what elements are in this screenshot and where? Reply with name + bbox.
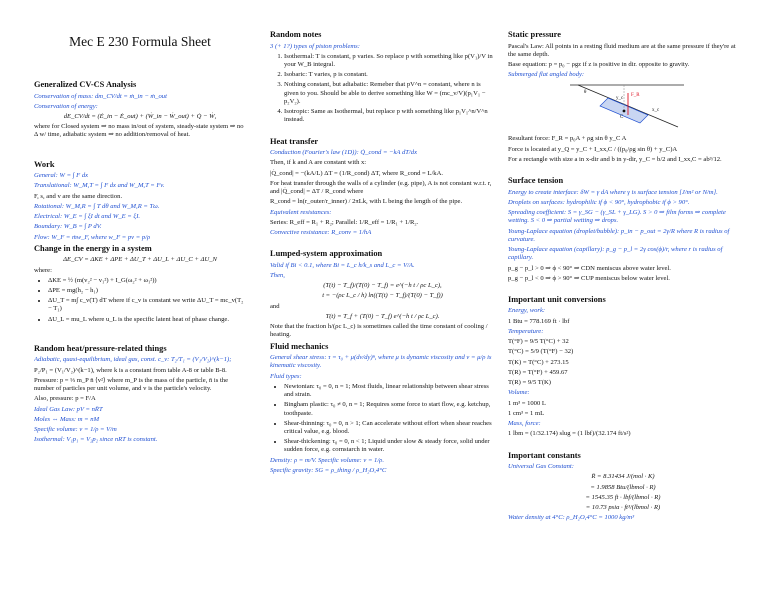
fluid-types-label: Fluid types: — [270, 372, 302, 380]
fig-label-xc: x_c — [652, 108, 660, 114]
fig-label-theta: θ — [584, 90, 587, 96]
cdn-meniscus: p_g − p_l > 0 ⇒ ϕ < 90° ⇒ CDN meniscus above water level. — [508, 264, 671, 272]
list-item: • Newtonian: τ₀ = 0, n = 1; Most fluids, linear relationship between shear stress and strain. — [284, 383, 495, 399]
submerged-body-svg — [568, 81, 686, 131]
page-title: Mec E 230 Formula Sheet — [69, 34, 211, 49]
gas-constant-value: R̄ = 8.31434 J/(mol · K) — [591, 473, 655, 481]
fig-label-fr: F_R — [631, 93, 640, 99]
pressure-force: Also, pressure: p = F/A — [34, 395, 96, 403]
list-item: • ΔPE = mg(h₂ − h₁) — [48, 287, 246, 295]
specific-volume: Specific volume: v = 1/ρ = V/m — [34, 426, 117, 434]
constants-heading: Important constants — [508, 450, 581, 460]
pascal-law-text: Pascal's Law: All points in a resting fluid medium are at the same pressure if they're at the same depth. — [508, 42, 736, 58]
work-rotational: Rotational: W_M,R = ∫ T dθ and W_M,R = Tω. — [34, 202, 160, 210]
submerged-body-diagram — [568, 81, 686, 131]
temp-conversion: T(R) = T(°F) + 459.67 — [508, 368, 568, 376]
young-laplace-capillary: Young-Laplace equation (capillary): p_g − p_l = 2γ cos(ϕ)/r, where r is radius of capillary. — [508, 246, 723, 262]
cylinder-note: For heat transfer through the walls of a cylinder (e.g. pipe), A is not constant w.r.t. r, and |Q̇_cond| = ΔT / R_cond where — [270, 179, 492, 196]
force-location: Force is located at y_Q = y_C + I_xx,C / ((p₀/ρg sin θ) + y_C)A — [508, 145, 678, 153]
mass-conversion: 1 lbm = (1/32.174) slug = (1 lbf)/(32.174 ft/s²) — [508, 430, 631, 438]
work-flow: Flow: W_F = ṁw_F, where w_F = pv = p/ρ — [34, 233, 151, 241]
density-line: Density: ρ = m/V. Specific volume: v = 1/ρ. — [270, 456, 384, 464]
temperature-label: Temperature: — [508, 327, 544, 335]
base-equation: Base equation: p = p₀ − ρgz if z is positive in dir. opposite to gravity. — [508, 60, 690, 68]
fig-label-c: C — [620, 115, 624, 121]
energy-work-label: Energy, work: — [508, 307, 546, 315]
shear-stress: General shear stress: τ = τ₀ + μ(dv/dy)ⁿ, where μ is dynamic viscosity and ν = μ/ρ is kinematic viscosity. — [270, 354, 492, 370]
work-boundary: Boundary: W_B = ∫ P dV. — [34, 223, 102, 231]
gas-constant-value: = 10.73 psia · ft³/(lbmol · R) — [585, 503, 661, 511]
energy-change-where: where: — [34, 266, 52, 274]
lumped-note: Note that the fraction h/(ρc L_c) is sometimes called the time constant of cooling / heating. — [270, 323, 488, 339]
temp-conversion: T(°C) = 5/9 (T(°F) − 32) — [508, 348, 574, 356]
gas-constant-value: = 1545.35 ft · lbf/(lbmol · R) — [585, 493, 661, 501]
list-item: • ΔKE = ½ (m(v₂² − v₁²) + I_G(ω₂² + ω₁²)) — [48, 277, 246, 285]
adiabatic-line-2: P₂/P₁ = (V₁/V₂)^(k−1), where k is a constant from table A-8 or table B-8. — [34, 366, 227, 374]
work-electrical: Electrical: W_E = ∫ ξI dt and W_E = ξI. — [34, 213, 141, 221]
list-item: • Shear-thinning: τ₀ = 0, n > 1; Can accelerate without effort when shear reaches critical value, e.g. blood. — [284, 420, 495, 436]
heat-transfer-heading: Heat transfer — [270, 136, 319, 146]
cvcs-note: where for Closed system ⇒ no mass in/out of system, steady-state system ⇒ no Δ w/ time, adiabatic system ⇒ no addition/removal of heat. — [34, 123, 244, 139]
surface-tension-heading: Surface tension — [508, 176, 564, 186]
lumped-eq-1: (T(t) − T_f)/(T(0) − T_f) = e^(−h t / ρc L_c), — [323, 282, 442, 290]
column-2 — [270, 30, 495, 586]
resultant-force: Resultant force: F_R = p₀A + ρg sin θ y_C A — [508, 135, 627, 143]
gas-constant-label: Universal Gas Constant: — [508, 463, 574, 471]
droplets-note: Droplets on surfaces: hydrophilic if ϕ < 90°, hydrophobic if ϕ > 90°. — [508, 198, 690, 206]
cvcs-heading: Generalized CV-CS Analysis — [34, 80, 137, 89]
mass-force-label: Mass, force: — [508, 420, 541, 428]
piston-subheading: 3 (+ 1?) types of piston problems: — [270, 42, 360, 50]
water-density: Water density at 4°C: ρ_H₂O,4°C = 1000 kg/m³ — [508, 514, 635, 522]
volume-label: Volume: — [508, 389, 530, 397]
volume-conversion: 1 cm³ = 1 mL — [508, 409, 545, 417]
lumped-valid: Valid if Bi < 0.1, where Bi = L_c h/k_s and L_c = V/A. — [270, 261, 415, 269]
lumped-heading: Lumped-system approximation — [270, 249, 383, 259]
energy-equation: dE_CV/dt = (Ė_in − Ė_out) + (Ẇ_in − Ẇ_out) + Q̇ − Ẇ, — [63, 112, 217, 120]
work-frv: F, s, and v are the same direction. — [34, 192, 123, 200]
r-cylinder: R_cond = ln(r_outer/r_inner) / 2πLk, with L being the length of the pipe. — [270, 198, 463, 206]
btu-conversion: 1 Btu = 778.169 ft · lbf — [508, 317, 570, 325]
convective-resistance: Convective resistance: R_conv = 1/hA — [270, 228, 372, 236]
random-heat-heading: Random heat/pressure-related things — [34, 343, 167, 353]
energy-change-heading: Change in the energy in a system — [34, 243, 152, 253]
rectangle-note: For a rectangle with size a in x-dir and b in y-dir, y_C = b/2 and I_xx,C = ab³/12. — [508, 155, 722, 163]
list-item: • ΔU_T = m∫ c_v(T) dT where if c_v is constant we write ΔU_T = mc_v(T₂ − T₁) — [48, 297, 246, 313]
column-3 — [508, 30, 738, 586]
unit-conversions-heading: Important unit conversions — [508, 294, 606, 304]
equivalent-resistances-label: Equivalent resistances: — [270, 208, 332, 216]
fourier-then: Then, if k and A are constant with x: — [270, 159, 367, 167]
moles-mass: Moles ⇔ Mass: m = nM — [34, 415, 100, 423]
lumped-and: and — [270, 302, 280, 310]
piston-list — [270, 53, 495, 125]
list-item: • Bingham plastic: τ₀ ≠ 0, n = 1; Requires some force to start flow, e.g. ketchup, toothpaste. — [284, 401, 495, 417]
list-item: 2. Isobaric: T varies, p is constant. — [284, 71, 495, 79]
interface-energy: Energy to create interface: δW = γ dA where γ is surface tension [J/m² or N/m]. — [508, 188, 718, 196]
young-laplace-droplet: Young-Laplace equation (droplet/bubble): p_in − p_out = 2γ/R where R is radius of curvature. — [508, 227, 730, 243]
r-cond: |Q̇_cond| = −(kA/L) ΔT = (1/R_cond) ΔT, where R_cond = L/kA. — [270, 169, 443, 177]
adiabatic-line: Adiabatic, quasi-equilibrium, ideal gas, const. c_v: T₂/T₁ = (V₁/V₂)^(k−1); — [34, 356, 232, 364]
column-1 — [34, 80, 246, 586]
cup-meniscus: p_g − p_l < 0 ⇒ ϕ > 90° ⇒ CUP meniscus below water level. — [508, 274, 670, 282]
fluid-heading: Fluid mechanics — [270, 341, 329, 351]
static-heading: Static pressure — [508, 30, 561, 39]
fourier-law: Conduction (Fourier's law (1D)): Q̇_cond = −kA dT/dx — [270, 149, 417, 157]
lumped-then: Then, — [270, 271, 285, 279]
series-parallel: Series: R_eff = R₁ + R₂; Parallel: 1/R_eff = 1/R₁ + 1/R₂. — [270, 218, 419, 226]
temp-conversion: T(°F) = 9/5 T(°C) + 32 — [508, 338, 569, 346]
lumped-eq-3: T(t) = T_f + (T(0) − T_f) e^(−h t / ρc L_c). — [325, 312, 440, 320]
list-item: 3. Nothing constant, but adiabatic: Remeber that pV^n = constant, where n is given to you. Should be able to derive something like W = (mc_v/V)(p₁V₁ − p₂V₂). — [284, 81, 495, 106]
isothermal-line: Isothermal: V₁p₁ = V₂p₂ since nRT is constant. — [34, 436, 158, 444]
submerged-label: Submerged flat angled body: — [508, 71, 585, 79]
work-translational: Translational: W_M,T = ∫ F dx and W_M,T = Fv. — [34, 182, 165, 190]
list-item: • ΔU_L = mu_L where u_L is the specific latent heat of phase change. — [48, 316, 246, 324]
temp-conversion: T(R) = 9/5 T(K) — [508, 379, 551, 387]
energy-change-list — [34, 277, 246, 324]
ideal-gas-law: Ideal Gas Law: pV = nR̄T — [34, 405, 103, 413]
work-heading: Work — [34, 159, 55, 169]
pressure-kinetic: Pressure: p = ⅓ m_P n̄ ⟨v²⟩ where m_P is the mass of the particle, n̄ is the number of particles per unit volume, and v is the particle's velocity. — [34, 376, 229, 393]
temp-conversion: T(K) = T(°C) + 273.15 — [508, 358, 569, 366]
specific-gravity: Specific gravity: SG = ρ_thing / ρ_H₂O,4°C — [270, 466, 387, 474]
work-general: General: W = ∫ F dx — [34, 172, 89, 180]
volume-conversion: 1 m³ = 1000 L — [508, 399, 546, 407]
list-item: • Shear-thickening: τ₀ = 0, n < 1; Liquid under slow & steady force, solid under sudden force, e.g. cornstarch in water. — [284, 438, 495, 454]
gas-constant-value: = 1.9858 Btu/(lbmol · R) — [590, 483, 656, 491]
fluid-types-list — [270, 383, 495, 455]
conservation-energy-label: Conservation of energy: — [34, 102, 98, 110]
energy-change-equation: ΔE_CV = ΔKE + ΔPE + ΔU_T + ΔU_L + ΔU_C + ΔU_N — [63, 256, 217, 264]
list-item: 4. Isotropic: Same as Isothermal, but replace p with something like p₁V₁^n/V^n instead. — [284, 108, 495, 124]
fig-label-yc: y_c — [616, 96, 624, 102]
spreading-coefficient: Spreading coefficient: S = γ_SG − (γ_SL + γ_LG). S > 0 ⇒ film forms ⇒ complete wetting. S < 0 ⇒ partial wetting ⇒ drops. — [508, 209, 726, 225]
lumped-eq-2: t = −(ρc L_c / h) ln((T(t) − T_f)/(T(0) − T_f)) — [322, 292, 443, 300]
list-item: 1. Isothermal: T is constant, p varies. So replace p with something like p(V₁)/V in your W_B integral. — [284, 53, 495, 69]
random-notes-heading: Random notes — [270, 30, 322, 39]
pascal-law — [508, 43, 738, 59]
conservation-mass: Conservation of mass: dm_CV/dt = ṁ_in − ṁ_out — [34, 92, 167, 100]
